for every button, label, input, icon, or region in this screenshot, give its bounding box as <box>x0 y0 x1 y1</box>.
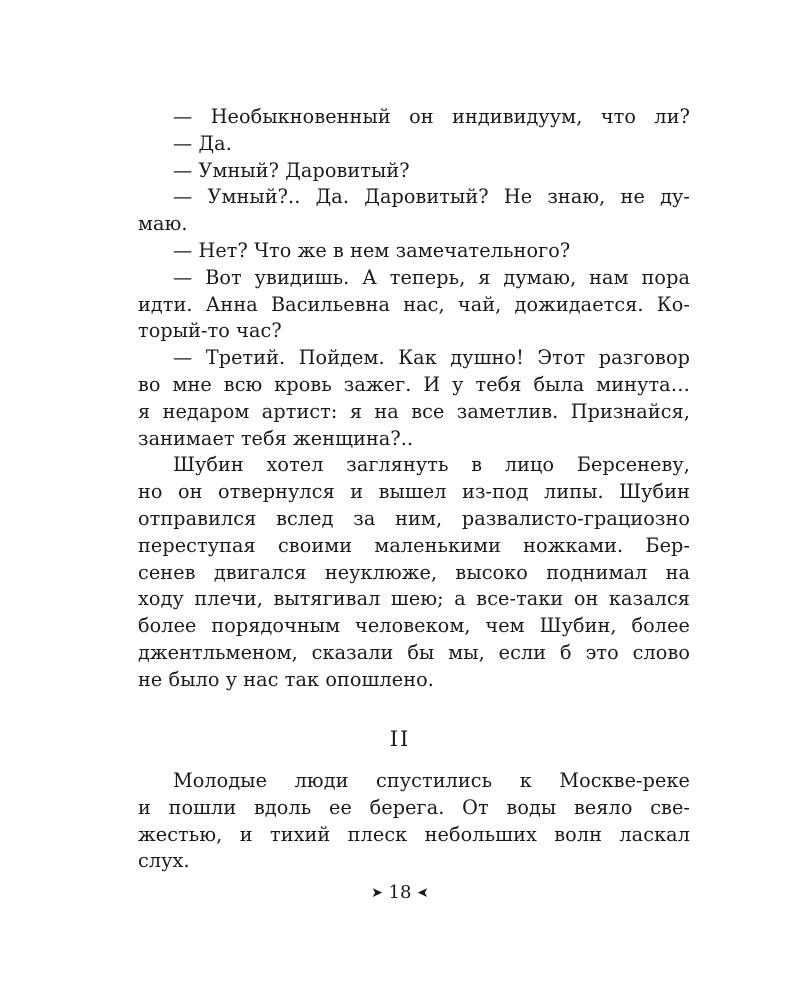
text-line: но он отвернулся и вышел из-под липы. Шубин <box>138 480 690 504</box>
text-line: жестью, и тихий плеск небольших волн ласкал <box>138 822 690 846</box>
text-line: — Нет? Что же в нем замечательного? <box>173 238 571 262</box>
text-line: — Третий. Пойдем. Как душно! Этот разговор <box>173 346 690 370</box>
text-line: — Умный? Даровитый? <box>173 158 410 182</box>
text-line: — Умный?.. Да. Даровитый? Не знаю, не ду- <box>173 185 690 209</box>
text-line: не было у нас так опошлено. <box>138 667 434 691</box>
text-line: джентльменом, сказали бы мы, если б это слово <box>138 640 690 664</box>
text-line: — Необыкновенный он индивидуум, что ли? <box>173 105 690 128</box>
page-number: 18 <box>388 882 412 903</box>
text-line: Шубин хотел заглянуть в лицо Берсеневу, <box>173 453 690 477</box>
ornament-left-icon: ➤ <box>371 885 383 901</box>
text-line: занимает тебя женщина?.. <box>138 426 414 450</box>
text-line: ходу плечи, вытягивал шею; а все-таки он казался <box>138 587 690 611</box>
text-line: более порядочным человеком, чем Шубин, более <box>138 614 690 638</box>
text-line: — Да. <box>173 131 232 155</box>
text-line: торый-то час? <box>138 319 282 343</box>
text-block-bottom <box>138 768 690 875</box>
chapter-heading: II <box>389 727 411 751</box>
ornament-right-icon: ➤ <box>417 885 429 901</box>
text-line: сенев двигался неуклюже, высоко поднимал на <box>138 560 690 584</box>
text-line: я недаром артист: я на все заметлив. Признайся, <box>138 399 690 423</box>
text-line: Молодые люди спустились к Москве-реке <box>173 769 690 792</box>
text-line: во мне всю кровь зажег. И у тебя была минута… <box>138 372 690 396</box>
text-line: маю. <box>138 212 188 236</box>
text-line: переступая своими маленькими ножками. Бер- <box>138 533 690 557</box>
text-line: и пошли вдоль ее берега. От воды веяло све- <box>138 795 690 819</box>
text-line: отправился вслед за ним, развалисто-грациозно <box>138 506 690 530</box>
page-number-footer <box>0 879 800 907</box>
text-line: идти. Анна Васильевна нас, чай, дожидается. Ко- <box>138 292 690 316</box>
text-line: — Вот увидишь. А теперь, я думаю, нам пора <box>173 265 690 289</box>
text-line: слух. <box>138 849 190 873</box>
text-block-top <box>138 104 690 694</box>
